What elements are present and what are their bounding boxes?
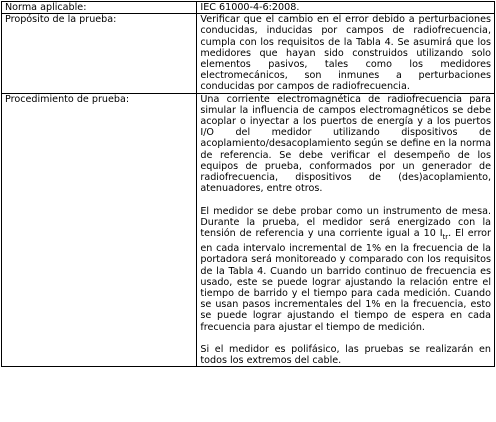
procedure-paragraph-1: Una corriente electromagnética de radiofrecuencia para simular la influencia de campos electromagnéticos se debe acoplar o inyectar a los puertos de energía y a los puertos I/O del medidor utilizando dispositivos de acoplamiento/desacoplamiento según se define en la norma de referencia. Se debe verificar el desempeño de los equipos de prueba, conformados por un generador de radiofrecuencia, dispositivos de (des)acoplamiento, atenuadores, entre otros. bbox=[200, 93, 492, 195]
row-label-procedimiento: Procedimiento de prueba: bbox=[2, 93, 197, 367]
row-value-proposito: Verificar que el cambio en el error debido a perturbaciones conducidas, inducidas por campos de radiofrecuencia, cumpla con los requisitos de la Tabla 4. Se asumirá que los medidores que hayan sido construidos utilizando solo elementos pasivos, tales como los medidores electromecánicos, son inmunes a perturbaciones conducidas por campos de radiofrecuencia. bbox=[197, 14, 495, 93]
procedure-paragraph-2-end: . El error en cada intervalo incremental de 1% en la frecuencia de la portadora será monitoreado y comparado con los requisitos de la Tabla 4. Cuando un barrido continuo de frecuencia es usado, este se puede lograr ajustando la relación entre el tiempo de barrido y el tiempo para cada medición. Cuando se usan pasos incrementales del 1% en la frecuencia, esto se puede lograr ajustando el tiempo de espera en cada frecuencia para ajustar el tiempo de medición. bbox=[200, 228, 491, 333]
row-value-procedimiento bbox=[197, 93, 495, 367]
row-label-proposito: Propósito de la prueba: bbox=[2, 14, 197, 93]
procedure-paragraph-3: Si el medidor es polifásico, las pruebas se realizarán en todos los extremos del cable. bbox=[200, 343, 491, 367]
table-row bbox=[2, 2, 495, 14]
table-row bbox=[2, 93, 495, 367]
row-value-norma: IEC 61000-4-6:2008. bbox=[197, 2, 495, 14]
row-label-norma: Norma aplicable: bbox=[2, 2, 197, 14]
test-spec-table bbox=[1, 1, 495, 367]
procedure-paragraph-2-start: El medidor se debe probar como un instrumento de mesa. Durante la prueba, el medidor será energizado con la tensión de referencia y una corriente igual a 10 I bbox=[200, 205, 491, 240]
current-subscript: tr bbox=[442, 232, 449, 241]
table-row bbox=[2, 14, 495, 93]
procedure-paragraph-2 bbox=[200, 206, 491, 333]
